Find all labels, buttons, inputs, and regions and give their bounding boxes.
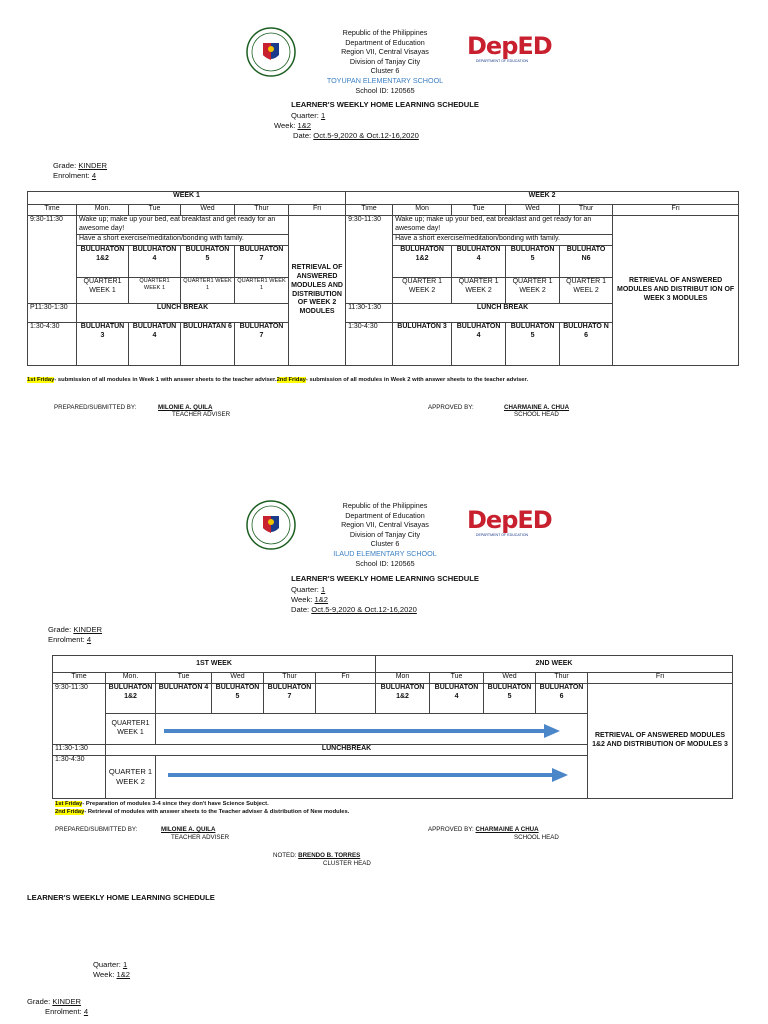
time-cell: 11:30-1:30 — [53, 745, 106, 756]
department-line: Department of Education — [345, 37, 425, 47]
schedule-table-1 — [27, 191, 739, 366]
subject-cell: BULUHATON 5 — [212, 684, 264, 714]
subject-cell: BULUHATON 4 — [430, 684, 484, 714]
subject-cell: BULUHATON 5 — [506, 246, 560, 278]
subject-cell: BULUHATON 7 — [264, 684, 316, 714]
quarter-cell: QUARTER 1 WEEK 2 — [106, 756, 156, 799]
day-header: Fri — [316, 673, 376, 684]
grade-value: KINDER — [73, 625, 103, 634]
day-header: Time — [346, 205, 393, 216]
day-header: Time — [53, 673, 106, 684]
approved-block-1: APPROVED BY: CHARMAINE A. CHUA SCHOOL HEAD — [428, 404, 570, 418]
empty-cell — [316, 684, 376, 714]
header-block-1 — [300, 28, 470, 95]
grade-line: Grade: KINDER — [27, 997, 82, 1006]
prepared-name: MILONIE A. QUILA — [158, 404, 213, 411]
grade-value: KINDER — [52, 997, 82, 1006]
week2-header: WEEK 2 — [346, 192, 739, 205]
pm-subject-cell: BULUHATON 4 — [452, 323, 506, 366]
school-name: ILAUD ELEMENTARY SCHOOL — [333, 548, 437, 558]
subject-cell: BULUHATO N6 — [560, 246, 613, 278]
deped-logo-sub: DEPARTMENT OF EDUCATION — [475, 59, 529, 63]
approved-role: SCHOOL HEAD — [514, 411, 559, 418]
deped-logo-text: DepED — [467, 506, 552, 534]
header-block-2 — [300, 501, 470, 568]
quarter-value: 1 — [320, 585, 326, 594]
region-line: Region VII, Central Visayas — [341, 47, 429, 57]
progress-arrow — [168, 768, 568, 782]
prepared-name: MILONIE A. QUILA — [161, 826, 216, 833]
republic-line: Republic of the Philippines — [342, 28, 428, 37]
day-header: Mon. — [106, 673, 156, 684]
arrow-cell — [156, 756, 588, 799]
friday-notes-2: 1st Friday- Preparation of modules 3-4 since they don't have Science Subject. 2nd Friday- Retrieval of modules with answer sheets to the Teacher adviser & distribution of New modules. — [55, 801, 350, 815]
quarter-line: Quarter: 1 — [291, 585, 326, 594]
time-cell: 9:30-11:30 — [346, 216, 393, 304]
day-header: Fri — [613, 205, 739, 216]
deped-logo-2 — [467, 506, 552, 543]
quarter-cell: QUARTER 1 WEEK 2 — [506, 278, 560, 304]
friday-cell: RETRIEVAL OF ANSWERED MODULES 1&2 AND DISTRIBUTION OF MODULES 3 — [588, 684, 733, 799]
day-header: Mon — [393, 205, 452, 216]
first-friday-label: 1st Friday — [55, 801, 83, 807]
time-cell: 9:30-11:30 — [28, 216, 77, 304]
quarter-value: 1 — [320, 111, 326, 120]
wake-up-cell: Wake up; make up your bed, eat breakfast and get ready for an awesome day! — [77, 216, 289, 235]
quarter-cell: QUARTER1 WEEK 1 — [77, 278, 129, 304]
day-header: Wed — [212, 673, 264, 684]
grade-line: Grade: KINDER — [53, 161, 108, 170]
pm-subject-cell: BULUHATON 5 — [506, 323, 560, 366]
quarter-cell: QUARTER1 WEEK 1 — [106, 714, 156, 745]
pm-subject-cell: BULUHATO N 6 — [560, 323, 613, 366]
approved-role: SCHOOL HEAD — [514, 834, 559, 841]
day-header: Fri — [588, 673, 733, 684]
progress-arrow — [164, 724, 564, 738]
grade-value: KINDER — [78, 161, 108, 170]
day-header: Wed — [484, 673, 536, 684]
doc-title: LEARNER'S WEEKLY HOME LEARNING SCHEDULE — [27, 893, 215, 902]
day-header: Thur — [235, 205, 289, 216]
day-header: Mon — [376, 673, 430, 684]
week1-header: WEEK 1 — [28, 192, 346, 205]
noted-role: CLUSTER HEAD — [323, 860, 371, 867]
pm-subject-cell: BULUHATUN 3 — [77, 323, 129, 366]
day-header: Tue — [452, 205, 506, 216]
date-value: Oct.5-9,2020 & Oct.12-16,2020 — [311, 605, 417, 614]
week-value: 1&2 — [314, 595, 329, 604]
school-id: School ID: 120565 — [355, 558, 415, 568]
subject-cell: BULUHATON 1&2 — [376, 684, 430, 714]
lunch-break-cell: LUNCH BREAK — [393, 304, 613, 323]
week2-header: 2ND WEEK — [376, 656, 733, 673]
subject-cell: BULUHATON 1&2 — [77, 246, 129, 278]
time-cell: P11:30-1:30 — [28, 304, 77, 323]
exercise-cell: Have a short exercise/meditation/bonding with family. — [77, 235, 289, 246]
week-line: Week: 1&2 — [93, 970, 131, 979]
day-header: Mon. — [77, 205, 129, 216]
enrolment-value: 4 — [91, 171, 97, 180]
subject-cell: BULUHATON 4 — [452, 246, 506, 278]
lunch-break-cell: LUNCHBREAK — [106, 745, 588, 756]
grade-line: Grade: KINDER — [48, 625, 103, 634]
week1-header: 1ST WEEK — [53, 656, 376, 673]
enrolment-value: 4 — [83, 1007, 89, 1016]
department-line: Department of Education — [345, 510, 425, 520]
enrolment-line: Enrolment: 4 — [48, 635, 92, 644]
doc-title: LEARNER'S WEEKLY HOME LEARNING SCHEDULE — [291, 100, 479, 109]
second-friday-label: 2nd Friday — [276, 377, 306, 383]
friday-cell-w2: RETRIEVAL OF ANSWERED MODULES AND DISTRIBUT ION OF WEEK 3 MODULES — [613, 216, 739, 366]
subject-cell: BULUHATON 5 — [484, 684, 536, 714]
wake-up-cell: Wake up; make up your bed, eat breakfast and get ready for an awesome day! — [393, 216, 613, 235]
week-line: Week: 1&2 — [291, 595, 329, 604]
friday-cell-w1: RETRIEVAL OF ANSWERED MODULES AND DISTRIBUTION OF WEEK 2 MODULES — [289, 216, 346, 366]
quarter-cell: QUARTER 1 WEEK 2 — [452, 278, 506, 304]
quarter-value: 1 — [122, 960, 128, 969]
date-line: Date: Oct.5-9,2020 & Oct.12-16,2020 — [291, 605, 417, 614]
subject-cell: BULUHATON 7 — [235, 246, 289, 278]
quarter-line: Quarter: 1 — [291, 111, 326, 120]
day-header: Fri — [289, 205, 346, 216]
school-id: School ID: 120565 — [355, 85, 415, 95]
second-friday-label: 2nd Friday — [55, 809, 85, 815]
enrolment-line: Enrolment: 4 — [53, 171, 97, 180]
quarter-cell: QUARTER 1 WEEL 2 — [560, 278, 613, 304]
exercise-cell: Have a short exercise/meditation/bonding with family. — [393, 235, 613, 246]
prepared-block-2: PREPARED/SUBMITTED BY: MILONIE A. QUILA TEACHER ADVISER — [55, 826, 230, 841]
friday-notes-1: 1st Friday- submission of all modules in Week 1 with answer sheets to the teacher adviser.2nd Friday- submission of all modules in Week 2 with answer sheets to the teacher adviser. — [27, 377, 529, 383]
enrolment-value: 4 — [86, 635, 92, 644]
arrow-cell — [156, 714, 588, 745]
deped-seal-1 — [246, 27, 296, 77]
day-header: Wed — [506, 205, 560, 216]
approved-name: CHARMAINE A. CHUA — [504, 404, 570, 411]
week-value: 1&2 — [116, 970, 131, 979]
subject-cell: BULUHATON 4 — [129, 246, 181, 278]
quarter-cell: QUARTER1 WEEK 1 — [181, 278, 235, 304]
time-cell: 1:30-4:30 — [28, 323, 77, 366]
subject-cell: BULUHATON 1&2 — [393, 246, 452, 278]
time-cell: 9:30-11:30 — [53, 684, 106, 745]
first-friday-label: 1st Friday — [27, 377, 55, 383]
pm-subject-cell: BULUHATUN 4 — [129, 323, 181, 366]
pm-subject-cell: BULUHATON 3 — [393, 323, 452, 366]
day-header: Wed — [181, 205, 235, 216]
day-header: Time — [28, 205, 77, 216]
schedule-table-2 — [52, 655, 733, 799]
noted-name: BRENDO B. TORRES — [298, 852, 361, 859]
time-cell: 1:30-4:30 — [346, 323, 393, 366]
noted-block-2: NOTED: BRENDO B. TORRES CLUSTER HEAD — [273, 852, 371, 867]
subject-cell: BULUHATON 6 — [536, 684, 588, 714]
deped-logo-1 — [467, 32, 552, 69]
enrolment-line: Enrolment: 4 — [45, 1007, 89, 1016]
quarter-cell: QUARTER 1 WEEK 2 — [393, 278, 452, 304]
pm-subject-cell: BULUHATAN 6 — [181, 323, 235, 366]
day-header: Tue — [129, 205, 181, 216]
day-header: Thur — [560, 205, 613, 216]
quarter-cell: QUARTER1 WEEK 1 — [129, 278, 181, 304]
date-line: Date: Oct.5-9,2020 & Oct.12-16,2020 — [293, 131, 419, 140]
day-header: Tue — [156, 673, 212, 684]
division-line: Division of Tanjay City — [349, 56, 421, 66]
day-header: Thur — [264, 673, 316, 684]
quarter-line: Quarter: 1 — [93, 960, 128, 969]
approved-block-2: APPROVED BY: CHARMAINE A CHUA SCHOOL HEAD — [428, 826, 559, 841]
week-value: 1&2 — [297, 121, 312, 130]
deped-logo-text: DepED — [467, 32, 552, 60]
prepared-role: TEACHER ADVISER — [172, 411, 231, 418]
date-value: Oct.5-9,2020 & Oct.12-16,2020 — [313, 131, 419, 140]
lunch-break-cell: LUNCH BREAK — [77, 304, 289, 323]
time-cell: 11:30-1:30 — [346, 304, 393, 323]
week-line: Week: 1&2 — [274, 121, 312, 130]
subject-cell: BULUHATON 1&2 — [106, 684, 156, 714]
division-line: Division of Tanjay City — [349, 529, 421, 539]
cluster-line: Cluster 6 — [370, 66, 400, 76]
prepared-block-1: PREPARED/SUBMITTED BY: MILONIE A. QUILA TEACHER ADVISER — [54, 404, 231, 418]
subject-cell: BULUHATON 5 — [181, 246, 235, 278]
quarter-cell: QUARTER1 WEEK 1 — [235, 278, 289, 304]
doc-title: LEARNER'S WEEKLY HOME LEARNING SCHEDULE — [291, 574, 479, 583]
region-line: Region VII, Central Visayas — [341, 520, 429, 530]
school-name: TOYUPAN ELEMENTARY SCHOOL — [326, 75, 444, 85]
approved-name: CHARMAINE A CHUA — [475, 826, 539, 833]
pm-subject-cell: BULUHATON 7 — [235, 323, 289, 366]
republic-line: Republic of the Philippines — [342, 501, 428, 510]
day-header: Thur — [536, 673, 588, 684]
deped-seal-2 — [246, 500, 296, 550]
cluster-line: Cluster 6 — [370, 539, 400, 549]
day-header: Tue — [430, 673, 484, 684]
subject-cell: BULUHATON 4 — [156, 684, 212, 714]
time-cell: 1:30-4:30 — [53, 756, 106, 799]
deped-logo-sub: DEPARTMENT OF EDUCATION — [475, 533, 529, 537]
prepared-role: TEACHER ADVISER — [171, 834, 230, 841]
